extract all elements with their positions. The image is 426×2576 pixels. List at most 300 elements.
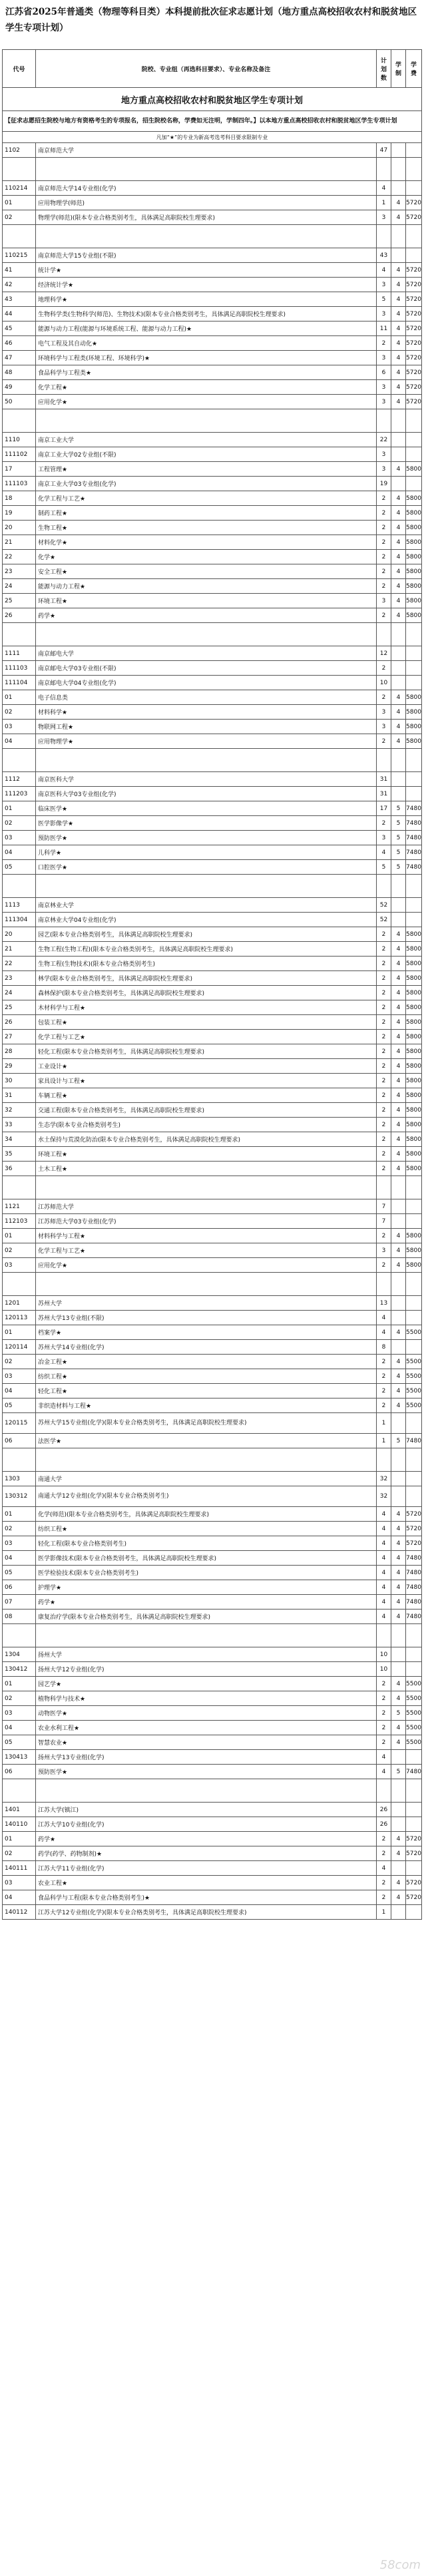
table-row [3,1522,422,1536]
cell-years: 4 [391,720,406,734]
table-row [3,1296,422,1311]
cell-fee: 5720 [406,336,422,351]
cell-plan: 3 [377,210,391,225]
cell-plan: 3 [377,380,391,395]
cell-code: 140112 [3,1905,36,1920]
cell-code: 03 [3,1876,36,1890]
cell-fee: 5800 [406,1258,422,1273]
cell-years: 4 [391,263,406,278]
cell-plan [377,1448,391,1472]
cell-name: 化学工程与工艺★ [36,1030,377,1044]
cell-code: 1111 [3,646,36,661]
header-code: 代号 [3,50,36,88]
cell-name: 车辆工程★ [36,1088,377,1103]
cell-fee: 5500 [406,1398,422,1413]
cell-plan: 43 [377,248,391,263]
cell-fee [406,1803,422,1817]
cell-plan: 3 [377,705,391,720]
cell-plan: 2 [377,816,391,831]
cell-fee: 5800 [406,1147,422,1162]
admission-plan-table [2,49,422,1920]
table-row [3,1890,422,1905]
cell-plan: 4 [377,1765,391,1779]
cell-years: 4 [391,1325,406,1340]
cell-fee [406,1199,422,1214]
page-title: 江苏省2025年普通类（物理等科目类）本科提前批次征求志愿计划（地方重点高校招收农村和脱贫地区学生专项计划） [5,7,417,33]
cell-code: 22 [3,550,36,564]
cell-fee: 5500 [406,1721,422,1735]
cell-plan: 2 [377,1355,391,1369]
cell-code: 44 [3,307,36,322]
cell-name: 南京林业大学04专业组(化学) [36,913,377,927]
cell-fee [406,646,422,661]
cell-name: 农业水利工程★ [36,1721,377,1735]
cell-name: 扬州大学 [36,1647,377,1662]
cell-name: 环境科学与工程类(环境工程、环境科学)★ [36,351,377,365]
cell-years: 4 [391,380,406,395]
table-row [3,225,422,248]
cell-name [36,875,377,898]
cell-fee: 5720 [406,1890,422,1905]
cell-name: 化学★ [36,550,377,564]
cell-name: 轻化工程★ [36,1384,377,1398]
cell-code: 01 [3,1677,36,1691]
table-row [3,676,422,690]
cell-fee: 5800 [406,1015,422,1030]
cell-fee: 7480 [406,801,422,816]
cell-code: 47 [3,351,36,365]
cell-fee: 5800 [406,927,422,942]
cell-code: 49 [3,380,36,395]
cell-code: 02 [3,1243,36,1258]
table-row [3,278,422,292]
cell-code [3,1176,36,1199]
table-row [3,986,422,1000]
cell-code: 111104 [3,676,36,690]
cell-fee [406,1448,422,1472]
cell-fee: 5800 [406,1132,422,1147]
cell-plan: 2 [377,1030,391,1044]
cell-years [391,1311,406,1325]
cell-plan: 4 [377,1566,391,1580]
cell-plan: 2 [377,1132,391,1147]
cell-years: 5 [391,1434,406,1448]
cell-name: 环境工程★ [36,1147,377,1162]
cell-name: 扬州大学12专业组(化学) [36,1662,377,1677]
cell-years: 4 [391,1243,406,1258]
cell-name: 药学★ [36,1595,377,1610]
cell-code: 22 [3,957,36,971]
table-header-row [3,50,422,88]
cell-plan: 52 [377,898,391,913]
cell-plan: 2 [377,957,391,971]
table-row [3,322,422,336]
cell-fee [406,248,422,263]
cell-years: 4 [391,1000,406,1015]
cell-code: 120114 [3,1340,36,1355]
cell-name [36,1779,377,1803]
table-row [3,1662,422,1677]
cell-code: 18 [3,491,36,506]
cell-fee: 7480 [406,1551,422,1566]
cell-code: 01 [3,196,36,210]
cell-name: 轻化工程(限本专业合格类别考生) [36,1536,377,1551]
cell-fee: 5500 [406,1369,422,1384]
table-row [3,1472,422,1486]
cell-name: 南京医科大学 [36,772,377,787]
cell-name: 电气工程及其自动化★ [36,336,377,351]
table-row [3,845,422,860]
table-row [3,1103,422,1118]
cell-years: 4 [391,1566,406,1580]
cell-fee: 7480 [406,831,422,845]
cell-name [36,1273,377,1296]
cell-name: 法医学★ [36,1434,377,1448]
cell-fee: 5800 [406,594,422,608]
cell-name: 南通大学12专业组(化学)(限本专业合格类别考生) [36,1486,377,1507]
cell-code: 02 [3,1846,36,1861]
cell-years [391,1750,406,1765]
cell-fee [406,225,422,248]
cell-years: 4 [391,210,406,225]
cell-plan: 2 [377,564,391,579]
cell-plan: 2 [377,1691,391,1706]
cell-years: 4 [391,986,406,1000]
cell-code: 06 [3,1580,36,1595]
cell-code: 130412 [3,1662,36,1677]
cell-years [391,1647,406,1662]
table-row [3,1861,422,1876]
table-row [3,1566,422,1580]
header-fee: 学费 [406,50,422,88]
cell-name: 木材科学与工程★ [36,1000,377,1015]
cell-name: 医学影像技术(限本专业合格类别考生，具体满足高职院校生理要求) [36,1551,377,1566]
cell-name: 材料科学与工程★ [36,1229,377,1243]
header-name: 院校、专业组（再选科目要求）、专业名称及备注 [36,50,377,88]
cell-years [391,1340,406,1355]
cell-plan: 32 [377,1472,391,1486]
cell-plan: 3 [377,351,391,365]
cell-name: 预防医学★ [36,1765,377,1779]
cell-plan: 2 [377,1735,391,1750]
cell-fee: 5720 [406,380,422,395]
table-row [3,1551,422,1566]
cell-fee: 7480 [406,1765,422,1779]
table-row [3,1677,422,1691]
table-row [3,772,422,787]
cell-name: 农业工程★ [36,1876,377,1890]
table-row [3,1706,422,1721]
cell-years: 4 [391,535,406,550]
cell-fee: 5800 [406,462,422,477]
cell-fee: 5800 [406,1103,422,1118]
cell-years [391,749,406,772]
cell-fee [406,409,422,433]
cell-years: 4 [391,1580,406,1595]
cell-plan: 2 [377,1876,391,1890]
table-row [3,210,422,225]
cell-plan: 2 [377,690,391,705]
cell-plan [377,158,391,181]
table-row [3,1162,422,1176]
cell-name: 食品科学与工程(限本专业合格类别考生)★ [36,1890,377,1905]
table-row [3,1413,422,1434]
table-row [3,462,422,477]
cell-name: 园艺(限本专业合格类别考生，具体满足高职院校生理要求) [36,927,377,942]
cell-years: 4 [391,1890,406,1905]
cell-name: 材料科学★ [36,705,377,720]
cell-name: 江苏大学11专业组(化学) [36,1861,377,1876]
cell-plan: 2 [377,1015,391,1030]
table-row [3,1846,422,1861]
cell-years: 4 [391,322,406,336]
cell-code: 20 [3,927,36,942]
cell-name: 轻化工程(限本专业合格类别考生，具体满足高职院校生理要求) [36,1044,377,1059]
cell-code: 02 [3,1691,36,1706]
cell-plan: 5 [377,860,391,875]
cell-years: 4 [391,957,406,971]
cell-code [3,409,36,433]
cell-plan: 3 [377,594,391,608]
cell-plan: 2 [377,1044,391,1059]
cell-fee: 7480 [406,860,422,875]
cell-fee [406,875,422,898]
cell-name: 生态学(限本专业合格类别考生) [36,1118,377,1132]
cell-name [36,225,377,248]
cell-code [3,1448,36,1472]
cell-years: 4 [391,336,406,351]
cell-code: 08 [3,1610,36,1624]
cell-code [3,623,36,646]
cell-plan: 4 [377,263,391,278]
cell-plan [377,623,391,646]
table-row [3,1132,422,1147]
cell-name: 苏州大学 [36,1296,377,1311]
cell-years [391,1273,406,1296]
cell-years: 5 [391,845,406,860]
cell-fee: 5800 [406,506,422,521]
cell-plan: 1 [377,196,391,210]
cell-fee: 5800 [406,942,422,957]
table-row [3,579,422,594]
cell-years: 4 [391,196,406,210]
cell-name: 非织造材料与工程★ [36,1398,377,1413]
cell-plan: 10 [377,1662,391,1677]
cell-code: 23 [3,564,36,579]
cell-code: 05 [3,860,36,875]
cell-name: 护理学★ [36,1580,377,1595]
cell-years: 4 [391,1876,406,1890]
cell-code: 25 [3,594,36,608]
cell-years [391,143,406,158]
cell-years: 4 [391,971,406,986]
cell-name: 南京邮电大学04专业组(化学) [36,676,377,690]
cell-name: 药学★ [36,1832,377,1846]
cell-years: 5 [391,801,406,816]
table-row [3,1624,422,1647]
cell-plan: 10 [377,676,391,690]
cell-fee: 5720 [406,263,422,278]
cell-plan: 19 [377,477,391,491]
table-row [3,690,422,705]
cell-fee [406,1750,422,1765]
cell-fee: 7480 [406,816,422,831]
cell-years: 4 [391,1147,406,1162]
cell-code: 111203 [3,787,36,801]
cell-code: 23 [3,971,36,986]
cell-name: 应用物理学★ [36,734,377,749]
cell-code: 34 [3,1132,36,1147]
cell-years: 4 [391,1551,406,1566]
cell-code: 26 [3,608,36,623]
cell-plan: 52 [377,913,391,927]
table-row [3,1147,422,1162]
cell-code: 02 [3,705,36,720]
cell-fee: 5720 [406,1536,422,1551]
cell-plan: 32 [377,1486,391,1507]
cell-years [391,409,406,433]
cell-name: 纺织工程★ [36,1369,377,1384]
table-row [3,1434,422,1448]
table-row [3,521,422,535]
cell-code: 112103 [3,1214,36,1229]
cell-fee: 5800 [406,521,422,535]
cell-years: 4 [391,1229,406,1243]
cell-code: 04 [3,845,36,860]
cell-name: 植物科学与技术★ [36,1691,377,1706]
cell-years [391,898,406,913]
cell-fee: 5800 [406,705,422,720]
section-title: 地方重点高校招收农村和脱贫地区学生专项计划 [3,88,422,111]
table-row [3,1340,422,1355]
cell-code: 32 [3,1103,36,1118]
cell-name: 医学检验技术(限本专业合格类别考生) [36,1566,377,1580]
cell-name: 森林保护(限本专业合格类别考生，具体满足高职院校生理要求) [36,986,377,1000]
cell-plan [377,225,391,248]
cell-fee [406,1176,422,1199]
cell-fee: 5800 [406,690,422,705]
table-row [3,927,422,942]
cell-years [391,1817,406,1832]
cell-code: 02 [3,816,36,831]
cell-plan: 2 [377,1721,391,1735]
cell-name: 南京工业大学03专业组(化学) [36,477,377,491]
cell-years: 4 [391,351,406,365]
cell-name: 苏州大学15专业组(化学)(限本专业合格类别考生，具体满足高职院校生理要求) [36,1413,377,1434]
cell-fee: 5800 [406,1162,422,1176]
cell-years: 4 [391,1044,406,1059]
cell-name: 南京师范大学14专业组(化学) [36,181,377,196]
cell-code: 04 [3,1551,36,1566]
cell-code: 24 [3,986,36,1000]
cell-years: 4 [391,734,406,749]
cell-years [391,787,406,801]
cell-name: 南通大学 [36,1472,377,1486]
cell-code: 26 [3,1015,36,1030]
cell-name: 南京邮电大学 [36,646,377,661]
cell-code: 43 [3,292,36,307]
table-row [3,913,422,927]
cell-name: 南京医科大学03专业组(化学) [36,787,377,801]
table-row [3,1273,422,1296]
cell-code: 05 [3,1566,36,1580]
cell-years [391,1861,406,1876]
cell-fee: 5500 [406,1691,422,1706]
cell-fee: 5800 [406,1229,422,1243]
cell-plan: 3 [377,447,391,462]
cell-code: 41 [3,263,36,278]
cell-years [391,1662,406,1677]
cell-years: 4 [391,1162,406,1176]
cell-name: 制药工程★ [36,506,377,521]
cell-name: 南京师范大学15专业组(不限) [36,248,377,263]
cell-code: 120115 [3,1413,36,1434]
cell-name: 交通工程(限本专业合格类别考生，具体满足高职院校生理要求) [36,1103,377,1118]
cell-years [391,1624,406,1647]
cell-fee: 5720 [406,1832,422,1846]
cell-name: 工程管理★ [36,462,377,477]
cell-years [391,875,406,898]
table-row [3,1536,422,1551]
table-row [3,594,422,608]
cell-years: 4 [391,1088,406,1103]
cell-fee: 5800 [406,1074,422,1088]
cell-plan: 2 [377,1706,391,1721]
cell-years: 4 [391,292,406,307]
table-row [3,307,422,322]
cell-name: 南京林业大学 [36,898,377,913]
cell-code: 01 [3,1229,36,1243]
cell-fee [406,1340,422,1355]
cell-fee: 5800 [406,1243,422,1258]
cell-years: 4 [391,1132,406,1147]
cell-plan: 4 [377,1507,391,1522]
cell-fee: 5720 [406,307,422,322]
cell-fee [406,1861,422,1876]
cell-name [36,1176,377,1199]
table-body [3,88,422,1920]
cell-fee: 5720 [406,1876,422,1890]
cell-code: 27 [3,1030,36,1044]
cell-code: 45 [3,322,36,336]
cell-years [391,1199,406,1214]
cell-name: 动物医学★ [36,1706,377,1721]
cell-code: 1304 [3,1647,36,1662]
table-row [3,1384,422,1398]
cell-name: 水土保持与荒漠化防治(限本专业合格类别考生，具体满足高职院校生理要求) [36,1132,377,1147]
cell-years [391,676,406,690]
cell-code: 04 [3,1890,36,1905]
cell-plan: 2 [377,1088,391,1103]
cell-plan: 1 [377,1905,391,1920]
cell-name: 生物工程(生物技术)(限本专业合格类别考生) [36,957,377,971]
cell-name: 生物工程(生物工程)(限本专业合格类别考生，具体满足高职院校生理要求) [36,942,377,957]
cell-years: 4 [391,521,406,535]
cell-years: 4 [391,1030,406,1044]
cell-code: 1121 [3,1199,36,1214]
cell-years: 4 [391,579,406,594]
cell-years [391,1448,406,1472]
cell-name: 临床医学★ [36,801,377,816]
table-row [3,1355,422,1369]
cell-years: 4 [391,942,406,957]
table-row [3,491,422,506]
cell-code: 110214 [3,181,36,196]
table-row [3,1735,422,1750]
cell-code: 111102 [3,447,36,462]
cell-plan: 3 [377,831,391,845]
cell-years: 4 [391,1384,406,1398]
